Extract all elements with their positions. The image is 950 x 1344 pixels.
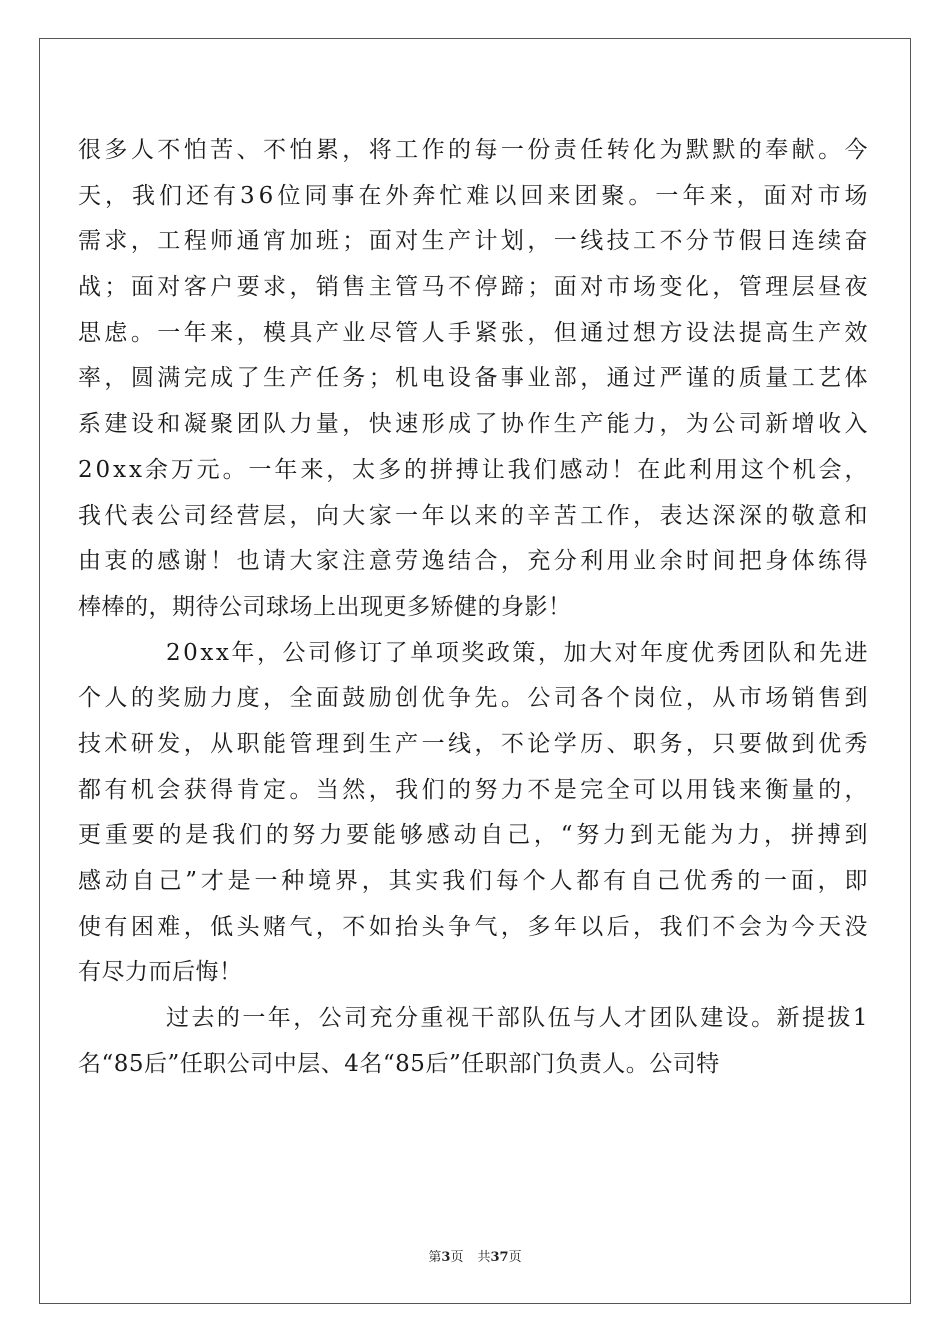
- text-line: 更重要的是我们的努力要能够感动自己，“努力到无能为力，拼搏到: [78, 822, 872, 849]
- page-footer: [0, 1249, 950, 1267]
- paragraph: [78, 996, 868, 1087]
- text-line: 我代表公司经营层，向大家一年以来的辛苦工作，表达深深的敬意和: [78, 502, 871, 529]
- text-line: 有尽力而后悔！: [78, 959, 243, 986]
- page-number-suffix: 页: [450, 1250, 464, 1265]
- text-line: 过去的一年，公司充分重视干部队伍与人才团队建设。新提拔1: [166, 1005, 870, 1032]
- current-page-number: 3: [441, 1250, 451, 1265]
- total-pages-prefix: 共: [477, 1250, 491, 1265]
- text-line: 20xx余万元。一年来，太多的拼搏让我们感动！在此利用这个机会，: [78, 456, 871, 483]
- text-line: 名“85后”任职公司中层、4名“85后”任职部门负责人。公司特: [78, 1050, 720, 1077]
- text-line: 个人的奖励力度，全面鼓励创优争先。公司各个岗位，从市场销售到: [78, 685, 871, 712]
- page-number-prefix: 第: [428, 1250, 442, 1265]
- text-line: 20xx年，公司修订了单项奖政策，加大对年度优秀团队和先进: [166, 639, 871, 666]
- text-line: 使有困难，低头赌气，不如抬头争气，多年以后，我们不会为今天没: [78, 913, 871, 940]
- text-line: 系建设和凝聚团队力量，快速形成了协作生产能力，为公司新增收入: [78, 411, 871, 438]
- text-line: 感动自己”才是一种境界，其实我们每个人都有自己优秀的一面，即: [78, 868, 872, 894]
- document-body: [78, 128, 872, 1087]
- total-pages-number: 37: [490, 1250, 509, 1265]
- text-line: 天，我们还有36位同事在外奔忙难以回来团聚。一年来，面对市场: [78, 182, 872, 209]
- text-line: 棒棒的，期待公司球场上出现更多矫健的身影！: [78, 593, 572, 620]
- text-line: 思虑。一年来，模具产业尽管人手紧张，但通过想方设法提高生产效: [78, 319, 871, 346]
- text-line: 技术研发，从职能管理到生产一线，不论学历、职务，只要做到优秀: [78, 730, 871, 757]
- paragraph: [78, 128, 872, 631]
- text-line: 都有机会获得肯定。当然，我们的努力不是完全可以用钱来衡量的，: [78, 776, 871, 803]
- text-line: 很多人不怕苦、不怕累，将工作的每一份责任转化为默默的奉献。今: [78, 137, 871, 163]
- total-pages-suffix: 页: [508, 1250, 522, 1265]
- text-line: 战；面对客户要求，销售主管马不停蹄；面对市场变化，管理层昼夜: [78, 274, 871, 301]
- paragraph: [78, 631, 872, 997]
- text-line: 由衷的感谢！也请大家注意劳逸结合，充分利用业余时间把身体练得: [78, 548, 871, 575]
- text-line: 率，圆满完成了生产任务；机电设备事业部，通过严谨的质量工艺体: [78, 365, 871, 392]
- text-line: 需求，工程师通宵加班；面对生产计划，一线技工不分节假日连续奋: [78, 228, 871, 255]
